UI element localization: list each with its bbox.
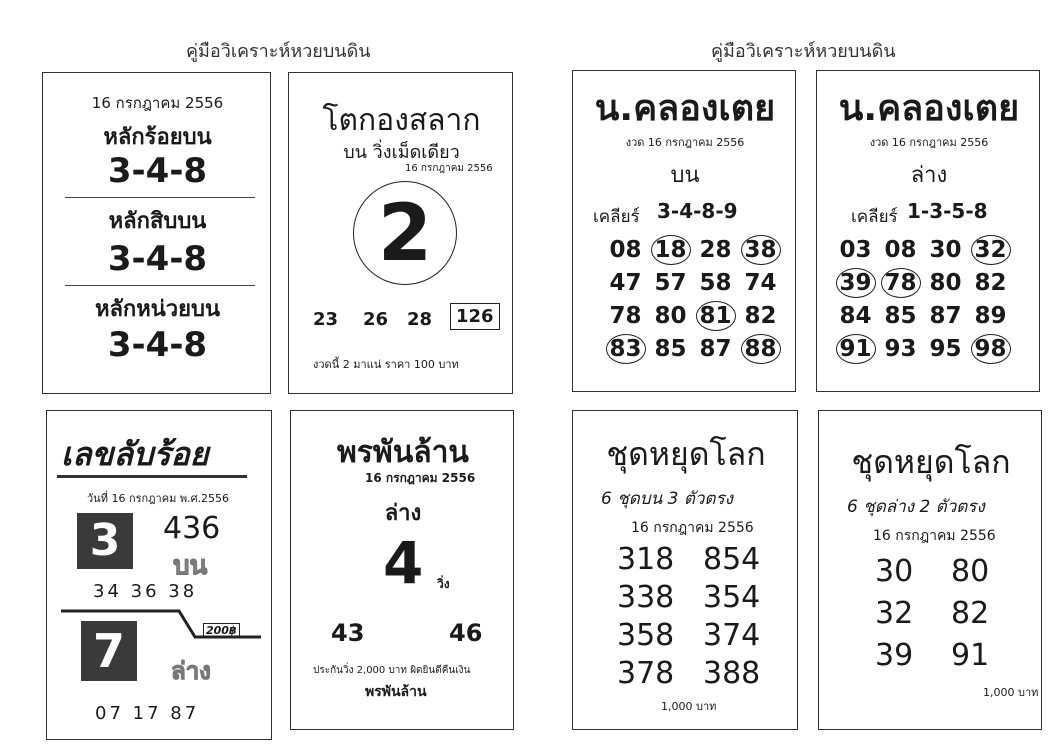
card7-col2-row: 854	[703, 542, 761, 577]
grid-number: 98	[971, 334, 1011, 364]
card2-number-3: 28	[407, 309, 433, 330]
card7-subtitle: 6 ชุดบน 3 ตัวตรง	[601, 489, 733, 509]
card5-top-number: 436	[163, 511, 221, 546]
grid-number: 91	[836, 334, 876, 364]
grid-number: 18	[651, 235, 691, 265]
card7-col2-row: 388	[703, 656, 761, 691]
card6-left-number: 43	[331, 619, 365, 647]
grid-number: 82	[974, 269, 1007, 296]
card7-col1-row: 318	[617, 542, 675, 577]
card6-brand: พรพันล้าน	[365, 684, 427, 700]
card3-clear-value: 3-4-8-9	[657, 199, 738, 223]
grid-number: 80	[929, 269, 962, 296]
grid-number: 47	[609, 269, 642, 296]
card-khlong-toei-lower	[816, 70, 1040, 392]
card6-main-number: 4	[383, 529, 424, 597]
card1-label-tens: หลักสิบบน	[108, 209, 207, 234]
divider	[65, 285, 255, 286]
card1-label-hundreds: หลักร้อยบน	[103, 125, 212, 150]
grid-number: 78	[881, 268, 921, 298]
card7-col1-row: 358	[617, 618, 675, 653]
card7-col2-row: 354	[703, 580, 761, 615]
card1-date: 16 กรกฎาคม 2556	[91, 94, 224, 112]
grid-number: 80	[654, 302, 687, 329]
card2-date: 16 กรกฎาคม 2556	[405, 163, 493, 174]
card2-boxed-number: 126	[450, 303, 500, 330]
card8-subtitle: 6 ชุดล่าง 2 ตัวตรง	[847, 497, 985, 517]
card1-value-hundreds: 3-4-8	[107, 151, 208, 191]
card8-col2-row: 80	[951, 554, 990, 589]
card6-title: พรพันล้าน	[337, 435, 469, 470]
card7-col1-row: 378	[617, 656, 675, 691]
grid-number: 39	[836, 268, 876, 298]
card7-title: ชุดหยุดโลก	[606, 435, 766, 473]
card7-date: 16 กรกฎาคม 2556	[631, 520, 754, 536]
grid-number: 78	[609, 302, 642, 329]
card-porn-pan-lan	[290, 410, 514, 730]
grid-number: 95	[929, 335, 962, 362]
card1-label-units: หลักหน่วยบน	[94, 297, 221, 322]
card7-col1	[617, 541, 674, 693]
card-lek-lap-roi	[46, 410, 272, 740]
card-chut-yut-lok-upper	[572, 410, 798, 730]
card-chut-yut-lok-lower	[818, 410, 1042, 730]
card8-col2-row: 91	[951, 638, 990, 673]
card4-clear-label: เคลียร์	[851, 207, 898, 227]
grid-number: 08	[609, 236, 642, 263]
grid-number: 30	[929, 236, 962, 263]
card3-date: งวด 16 กรกฎาคม 2556	[625, 136, 745, 149]
grid-number: 32	[971, 235, 1011, 265]
card3-clear-label: เคลียร์	[593, 207, 640, 227]
card5-title: เลขลับร้อย	[61, 435, 209, 473]
card5-top-digit: 3	[77, 513, 133, 569]
card2-number-1: 23	[313, 309, 339, 330]
grid-number: 81	[696, 301, 736, 331]
card8-col1-row: 30	[875, 554, 914, 589]
card-place-values	[42, 72, 271, 394]
card4-number-grid	[833, 233, 1013, 365]
grid-number: 38	[741, 235, 781, 265]
card5-price: 200฿	[203, 623, 240, 638]
card-khlong-toei-upper	[572, 70, 796, 392]
grid-number: 58	[699, 269, 732, 296]
grid-number: 57	[654, 269, 687, 296]
card3-number-grid	[603, 233, 783, 365]
card8-title: ชุดหยุดโลก	[851, 443, 1011, 481]
card2-number-2: 26	[363, 309, 389, 330]
grid-number: 28	[699, 236, 732, 263]
grid-number: 74	[744, 269, 777, 296]
grid-number: 87	[929, 302, 962, 329]
card7-price: 1,000 บาท	[661, 700, 717, 713]
card5-top-row: 34 36 38	[93, 581, 198, 602]
card5-bottom-digit: 7	[81, 621, 137, 681]
card4-clear-value: 1-3-5-8	[907, 199, 988, 223]
card5-bottom-row: 07 17 87	[95, 703, 200, 724]
card8-col1-row: 32	[875, 596, 914, 631]
card4-date: งวด 16 กรกฎาคม 2556	[869, 136, 989, 149]
card8-col1	[875, 551, 913, 677]
grid-number: 08	[884, 236, 917, 263]
grid-number: 82	[744, 302, 777, 329]
right-header: คู่มือวิเคราะห์หวยบนดิน	[711, 41, 896, 62]
grid-number: 88	[741, 334, 781, 364]
card7-col2-row: 374	[703, 618, 761, 653]
card6-run-label: วิ่ง	[437, 577, 450, 591]
card6-type: ล่าง	[384, 501, 422, 526]
divider	[65, 197, 255, 198]
card7-col2	[703, 541, 760, 693]
card2-title: โตกองสลาก	[322, 103, 481, 138]
card8-col1-row: 39	[875, 638, 914, 673]
grid-number: 83	[606, 334, 646, 364]
card4-title: น.คลองเตย	[838, 88, 1020, 129]
card8-price: 1,000 บาท	[983, 686, 1039, 699]
card6-right-number: 46	[449, 619, 483, 647]
grid-number: 85	[884, 302, 917, 329]
grid-number: 87	[699, 335, 732, 362]
card3-type: บน	[670, 163, 700, 188]
left-header: คู่มือวิเคราะห์หวยบนดิน	[186, 41, 371, 62]
card8-date: 16 กรกฎาคม 2556	[873, 528, 996, 544]
card2-footer: งวดนี้ 2 มาแน่ ราคา 100 บาท	[313, 358, 459, 371]
card4-type: ล่าง	[910, 163, 948, 188]
card2-main-number: 2	[377, 189, 433, 279]
card8-col2	[951, 551, 989, 677]
card8-col2-row: 82	[951, 596, 990, 631]
card5-bottom-label: ล่าง	[171, 657, 211, 685]
card6-footer: ประกันวิ่ง 2,000 บาท ผิดยินดีคืนเงิน	[313, 665, 471, 676]
card7-col1-row: 338	[617, 580, 675, 615]
grid-number: 93	[884, 335, 917, 362]
card2-circle	[353, 181, 457, 285]
card2-subtitle: บน วิ่งเม็ดเดียว	[343, 142, 460, 163]
grid-number: 03	[839, 236, 872, 263]
card6-date: 16 กรกฎาคม 2556	[365, 471, 476, 485]
card5-date: วันที่ 16 กรกฎาคม พ.ศ.2556	[87, 492, 230, 505]
card-tok-kong-salak	[288, 72, 513, 394]
card1-value-units: 3-4-8	[107, 325, 208, 365]
grid-number: 89	[974, 302, 1007, 329]
card5-top-label: บน	[173, 551, 208, 581]
title-underline	[57, 475, 247, 478]
card3-title: น.คลองเตย	[594, 88, 776, 129]
card1-value-tens: 3-4-8	[107, 239, 208, 279]
grid-number: 85	[654, 335, 687, 362]
grid-number: 84	[839, 302, 872, 329]
